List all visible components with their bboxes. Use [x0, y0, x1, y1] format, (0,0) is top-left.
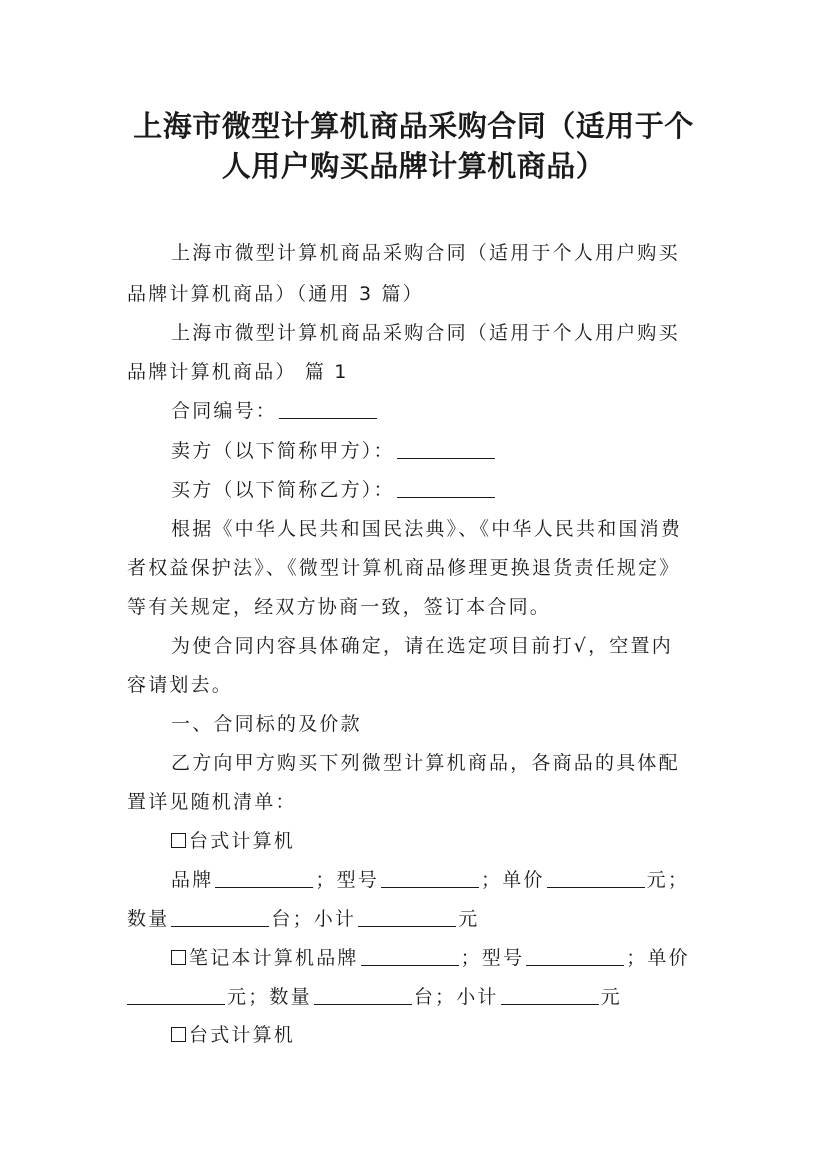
- contract-number-label: 合同编号：: [171, 400, 278, 422]
- laptop-subtotal-label: 台；小计: [413, 986, 499, 1008]
- purchase-line-2: 置详见随机清单：: [127, 791, 297, 813]
- desktop-label: 台式计算机: [189, 830, 296, 852]
- laptop-brand-blank: [361, 947, 459, 966]
- contract-number-line: [171, 398, 379, 424]
- laptop-model-label: ；型号: [460, 947, 525, 969]
- buyer-line: [171, 477, 497, 503]
- model-blank: [381, 869, 479, 888]
- seller-line: [171, 438, 497, 464]
- document-title-line-2: 人用户购买品牌计算机商品）: [221, 149, 606, 183]
- model-label: ；型号: [315, 869, 380, 891]
- subtotal-unit: 元: [458, 908, 480, 930]
- brand-label: 品牌: [171, 869, 214, 891]
- intro-line-2: 品牌计算机商品）（通用 3 篇）: [127, 283, 424, 305]
- seller-blank: [397, 440, 495, 459]
- subtotal-label: 台；小计: [271, 908, 357, 930]
- intro-line-1: 上海市微型计算机商品采购合同（适用于个人用户购买: [171, 242, 680, 264]
- part-heading-line-2: 品牌计算机商品） 篇 1: [127, 361, 349, 383]
- desktop-2-checkbox[interactable]: [171, 1027, 186, 1042]
- quantity-label: 数量: [127, 908, 170, 930]
- desktop-details-line-2: [127, 906, 479, 932]
- laptop-brand-label: 笔记本计算机品牌: [189, 947, 359, 969]
- laptop-quantity-blank: [314, 986, 412, 1005]
- laptop-subtotal-blank: [501, 986, 599, 1005]
- desktop-checkbox[interactable]: [171, 833, 186, 848]
- buyer-blank: [397, 479, 495, 498]
- part-heading-line-1: 上海市微型计算机商品采购合同（适用于个人用户购买: [171, 322, 680, 344]
- brand-blank: [215, 869, 313, 888]
- note-line-2: 容请划去。: [127, 674, 234, 696]
- price-label: ；单价: [481, 869, 545, 891]
- document-title-line-1: 上海市微型计算机商品采购合同（适用于个: [133, 109, 694, 143]
- section-1-heading: 一、合同标的及价款: [171, 713, 362, 735]
- subtotal-blank: [358, 908, 456, 927]
- laptop-option-line-2: [127, 984, 622, 1010]
- desktop-2-label: 台式计算机: [189, 1024, 296, 1046]
- laptop-price-blank: [127, 986, 225, 1005]
- laptop-model-blank: [526, 947, 624, 966]
- note-line-1: 为使合同内容具体确定，请在选定项目前打√，空置内: [171, 635, 673, 657]
- contract-number-blank: [279, 400, 377, 419]
- basis-line-2: 者权益保护法》、《微型计算机商品修理更换退货责任规定》: [127, 557, 681, 579]
- laptop-option-line-1: [171, 945, 690, 971]
- quantity-blank: [171, 908, 269, 927]
- basis-line-1: 根据《中华人民共和国民法典》、《中华人民共和国消费: [171, 518, 683, 540]
- seller-label: 卖方（以下简称甲方）：: [171, 440, 395, 462]
- desktop-details-line-1: [171, 867, 689, 893]
- laptop-price-label: ；单价: [626, 947, 690, 969]
- desktop-option: [171, 828, 295, 854]
- yuan-label: 元；: [646, 869, 690, 891]
- desktop-option-2: [171, 1022, 295, 1048]
- price-blank: [547, 869, 645, 888]
- laptop-quantity-label: 元；数量: [227, 986, 312, 1008]
- laptop-subtotal-unit: 元: [600, 986, 622, 1008]
- basis-line-3: 等有关规定，经双方协商一致，签订本合同。: [127, 596, 552, 618]
- purchase-line-1: 乙方向甲方购买下列微型计算机商品，各商品的具体配: [171, 752, 680, 774]
- laptop-checkbox[interactable]: [171, 950, 186, 965]
- buyer-label: 买方（以下简称乙方）：: [171, 479, 395, 501]
